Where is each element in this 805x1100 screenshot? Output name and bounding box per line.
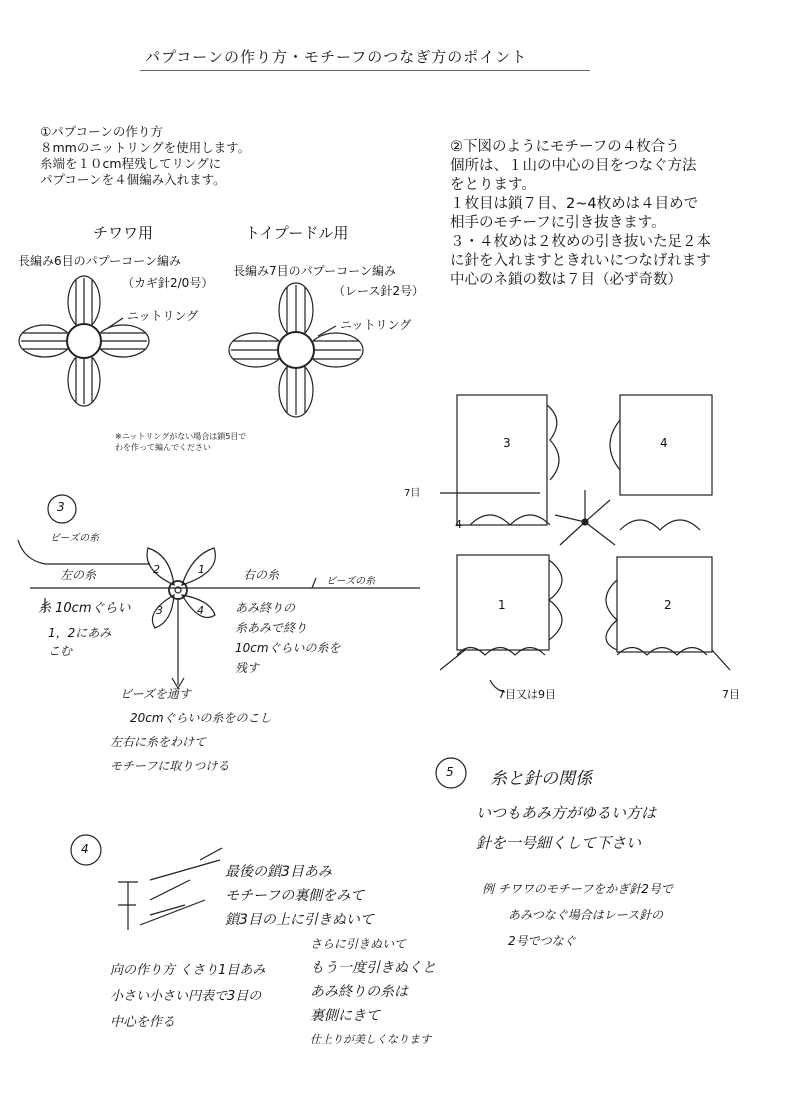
chihuahua-flower-diagram — [19, 276, 149, 406]
section5-number: 5 — [446, 765, 454, 779]
section2-line: をとります。 — [450, 177, 536, 193]
toypoodle-label: 長編み7目のパプーコーン編み — [233, 264, 397, 278]
s4-note-line: 最後の鎖3目あみ — [225, 864, 332, 880]
page-title: パプコーンの作り方・モチーフのつなぎ方のポイント — [145, 48, 528, 66]
s4-note-line: あみ終りの糸は — [310, 984, 408, 1000]
section1-line: ８mmのニットリングを使用します。 — [40, 140, 251, 155]
section2-line: 相手のモチーフに引き抜きます。 — [450, 215, 666, 231]
note-komi-label: こむ — [48, 644, 73, 658]
petal-1: 1 — [198, 563, 205, 576]
motif-bottom-right-label: 7目 — [722, 688, 740, 701]
chihuahua-label: 長編み6目のパプーコーン編み — [18, 254, 182, 268]
motif-joining-diagram — [440, 395, 730, 692]
motif-square-1: 1 — [498, 598, 506, 612]
s4-note-line: 仕上りが美しくなります — [310, 1033, 431, 1046]
section2-line: に針を入れますときれいにつなげれます — [450, 253, 711, 269]
section1-line: パプコーンを４個編み入れます。 — [40, 172, 226, 187]
petal-3: 3 — [156, 604, 163, 617]
petal-4: 4 — [197, 604, 204, 617]
chihuahua-hook: （カギ針2/0号） — [122, 276, 214, 290]
end-note — [235, 598, 341, 678]
section3-number: 3 — [57, 500, 65, 514]
section2-line: ②下図のようにモチーフの４枚合う — [450, 139, 680, 155]
s5-line: 針を一号細くして下さい — [476, 834, 642, 852]
s4-left-line: 小さい小さい円表で3目の — [110, 989, 262, 1004]
section2-line: 個所は、１山の中心の目をつなぐ方法 — [450, 158, 697, 174]
s4-note-line: 裏側にきて — [310, 1008, 380, 1024]
thread-length-label: 糸 10cmぐらい — [38, 601, 131, 616]
section1-line: 糸端を１０cm程残してリングに — [40, 156, 222, 171]
motif-square-4: 4 — [660, 436, 668, 450]
right-thread-label: 右の糸 — [243, 568, 280, 582]
section4-diagram — [71, 835, 222, 930]
end-note-line: 残す — [235, 661, 260, 675]
s4-left-line: 向の作り方 くさり1目あみ — [110, 963, 266, 978]
motif-7me-label: 7目 — [404, 488, 421, 499]
s5-example-line: 例 チワワのモチーフをかぎ針2号で — [482, 882, 673, 896]
left-thread-label: 左の糸 — [60, 568, 97, 582]
note-line: ※ニットリングがない場合は鎖5目で — [115, 432, 247, 441]
toypoodle-flower-diagram — [229, 283, 363, 417]
note-12-label: 1，2にあみ — [48, 626, 112, 640]
s5-example-line: 2号でつなぐ — [508, 934, 576, 948]
bead-note-line: ビーズを通す — [120, 687, 191, 701]
motif-chain4-label: 4 — [455, 518, 462, 531]
motif-square-3: 3 — [503, 436, 511, 450]
beads-right-label: ビーズの糸 — [326, 576, 376, 587]
note-line: わを作って編んでください — [115, 443, 211, 452]
bead-note-line: モチーフに取りつける — [110, 759, 230, 773]
chihuahua-heading: チワワ用 — [93, 224, 154, 242]
bead-note-line: 左右に糸をわけて — [110, 735, 207, 749]
toypoodle-hook: （レース針2号） — [333, 284, 425, 298]
s5-example-line: あみつなぐ場合はレース針の — [508, 908, 664, 922]
section2-line: 中心のネ鎖の数は７目（必ず奇数） — [450, 272, 682, 288]
section2-line: ３・４枚めは２枚めの引き抜いた足２本 — [450, 234, 711, 250]
s5-line: いつもあみ方がゆるい方は — [476, 804, 657, 822]
section2-line: １枚目は鎖７目、2~4枚めは４目めで — [450, 196, 699, 212]
s4-left-line: 中心を作る — [110, 1015, 176, 1030]
end-note-line: 10cmぐらいの糸を — [235, 641, 341, 655]
end-note-line: 糸あみで終り — [235, 621, 308, 635]
section4-left-notes — [110, 958, 265, 1036]
section5-lines — [476, 798, 656, 858]
section1-line: ①パプコーンの作り方 — [40, 124, 163, 139]
section4-number: 4 — [81, 842, 89, 856]
motif-square-2: 2 — [664, 598, 672, 612]
petal-2: 2 — [153, 563, 160, 576]
s4-note-line: もう一度引きぬくと — [310, 960, 436, 976]
section5-heading: 糸と針の関係 — [490, 769, 592, 789]
beads-left-label: ビーズの糸 — [50, 533, 100, 544]
end-note-line: あみ終りの — [235, 601, 296, 615]
s4-note-line: モチーフの裏側をみて — [225, 888, 365, 904]
section3-flower-diagram — [18, 495, 420, 688]
chihuahua-ring-label: ニットリング — [127, 309, 199, 323]
toypoodle-heading: トイプードル用 — [245, 224, 349, 242]
bead-note-line: 20cmぐらいの糸をのこし — [130, 711, 272, 725]
bead-note — [110, 682, 272, 778]
toypoodle-ring-label: ニットリング — [340, 318, 412, 332]
motif-bottom-left-label: 7目又は9目 — [498, 688, 556, 701]
section5-example — [482, 876, 673, 954]
s4-note-line: 鎖3目の上に引きぬいて — [225, 912, 374, 928]
s4-note-line: さらに引きぬいて — [310, 937, 407, 951]
